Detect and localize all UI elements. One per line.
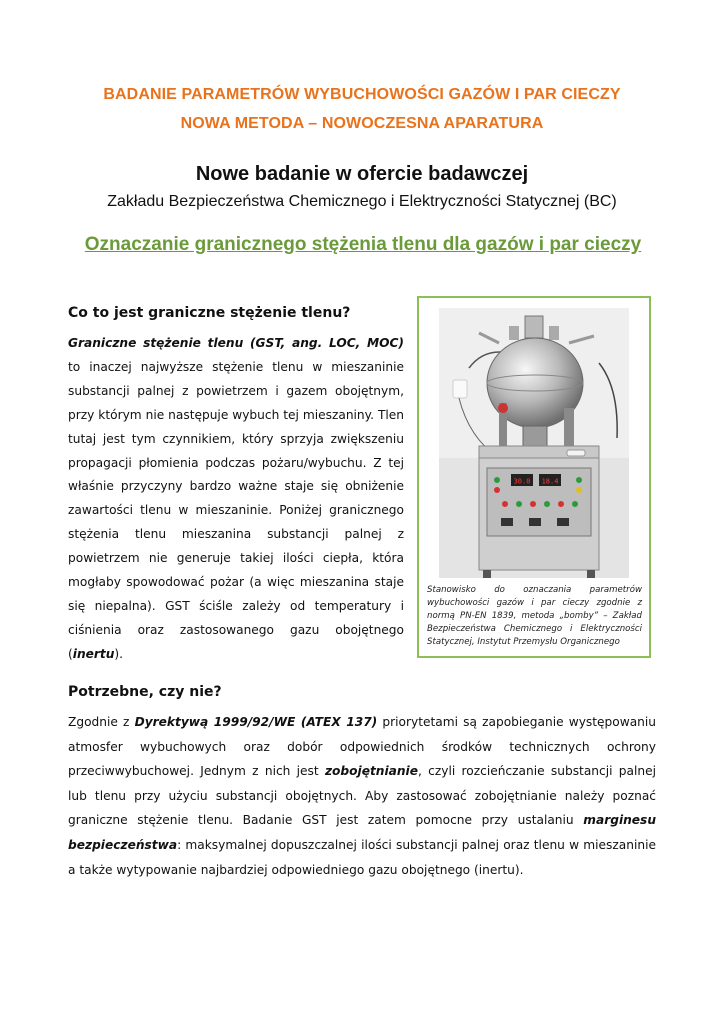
gst-lead: Graniczne stężenie tlenu (GST, ang. LOC, MOC) — [68, 336, 404, 350]
section1-heading: Co to jest graniczne stężenie tlenu? — [68, 305, 351, 321]
section-title: Oznaczanie granicznego stężenia tlenu dla gazów i par cieczy — [84, 234, 642, 255]
apparatus-illustration — [439, 308, 629, 578]
header-line-2: NOWA METODA – NOWOCZESNA APARATURA — [180, 115, 544, 132]
section1-text1: to inaczej najwyższe stężenie tlenu w mieszaninie substancji palnej z powietrzem i gazem obojętnym, przy którym nie następuje wybuch tej mieszaniny. Tlen tutaj jest tym czynnikiem, który sprzyja zwiększeniu propagacji płomienia podczas pożaru/wybuchu. Z tej właśnie przyczyny bardzo ważne staje się obniżenie zawartości tlenu w mieszaninie. Poniżej granicznego stężenia tlenu mieszanina substancji palnej z powietrzem nie generuje takiej ilości ciepła, która mogłaby spowodować pożar (a więc mieszanina staje się niepalna). GST ściśle zależy od temperatury i ciśnienia oraz zastosowanego gazu obojętnego ( — [68, 359, 404, 661]
directive-term: Dyrektywą 1999/92/WE (ATEX 137) — [134, 715, 378, 729]
section2-text1: Zgodnie z — [68, 715, 135, 729]
page-subtitle: Zakładu Bezpieczeństwa Chemicznego i Elektryczności Statycznej (BC) — [107, 193, 617, 210]
display-right: 18.4 — [541, 477, 559, 486]
section2-text3: , czyli rozcieńczanie substancji palnej lub tlenu przy użyciu substancji obojętnych. Aby zastosować zobojętnianie należy poznać graniczne stężenie tlenu. Badanie GST jest zatem pomocne przy ustalaniu — [68, 764, 656, 828]
section2-text2: priorytetami są zapobieganie występowaniu atmosfer wybuchowych oraz dobór odpowiednich środków technicznych ochrony przeciwwybuchowej. Jednym z nich jest — [68, 715, 656, 779]
page-title: Nowe badanie w ofercie badawczej — [195, 163, 529, 185]
safety-margin-term: marginesu bezpieczeństwa — [68, 813, 656, 852]
apparatus-photo — [439, 308, 629, 578]
figure-box — [417, 296, 651, 658]
section1-paragraph — [68, 332, 404, 667]
section2-text4: : maksymalnej dopuszczalnej ilości substancji palnej oraz tlenu w mieszaninie a także wytypowanie najbardziej odpowiedniego gazu obojętnego (inertu). — [68, 837, 656, 877]
section2-heading: Potrzebne, czy nie? — [68, 684, 222, 700]
figure-caption: Stanowisko do oznaczania parametrów wybuchowości gazów i par cieczy zgodnie z normą PN-EN 1839, metoda „bomby” – Zakład Bezpieczeństwa Chemicznego i Elektryczności Statycznej, Instytut Przemysłu Organicznego — [427, 585, 642, 647]
section2-paragraph — [68, 710, 656, 882]
inerting-term: zobojętnianie — [324, 764, 418, 779]
section1-text2: ). — [114, 646, 124, 661]
header-line-1: BADANIE PARAMETRÓW WYBUCHOWOŚCI GAZÓW I PAR CIECZY — [103, 86, 621, 103]
inert-term: inertu — [72, 646, 115, 661]
display-left: 30.0 — [513, 477, 531, 486]
